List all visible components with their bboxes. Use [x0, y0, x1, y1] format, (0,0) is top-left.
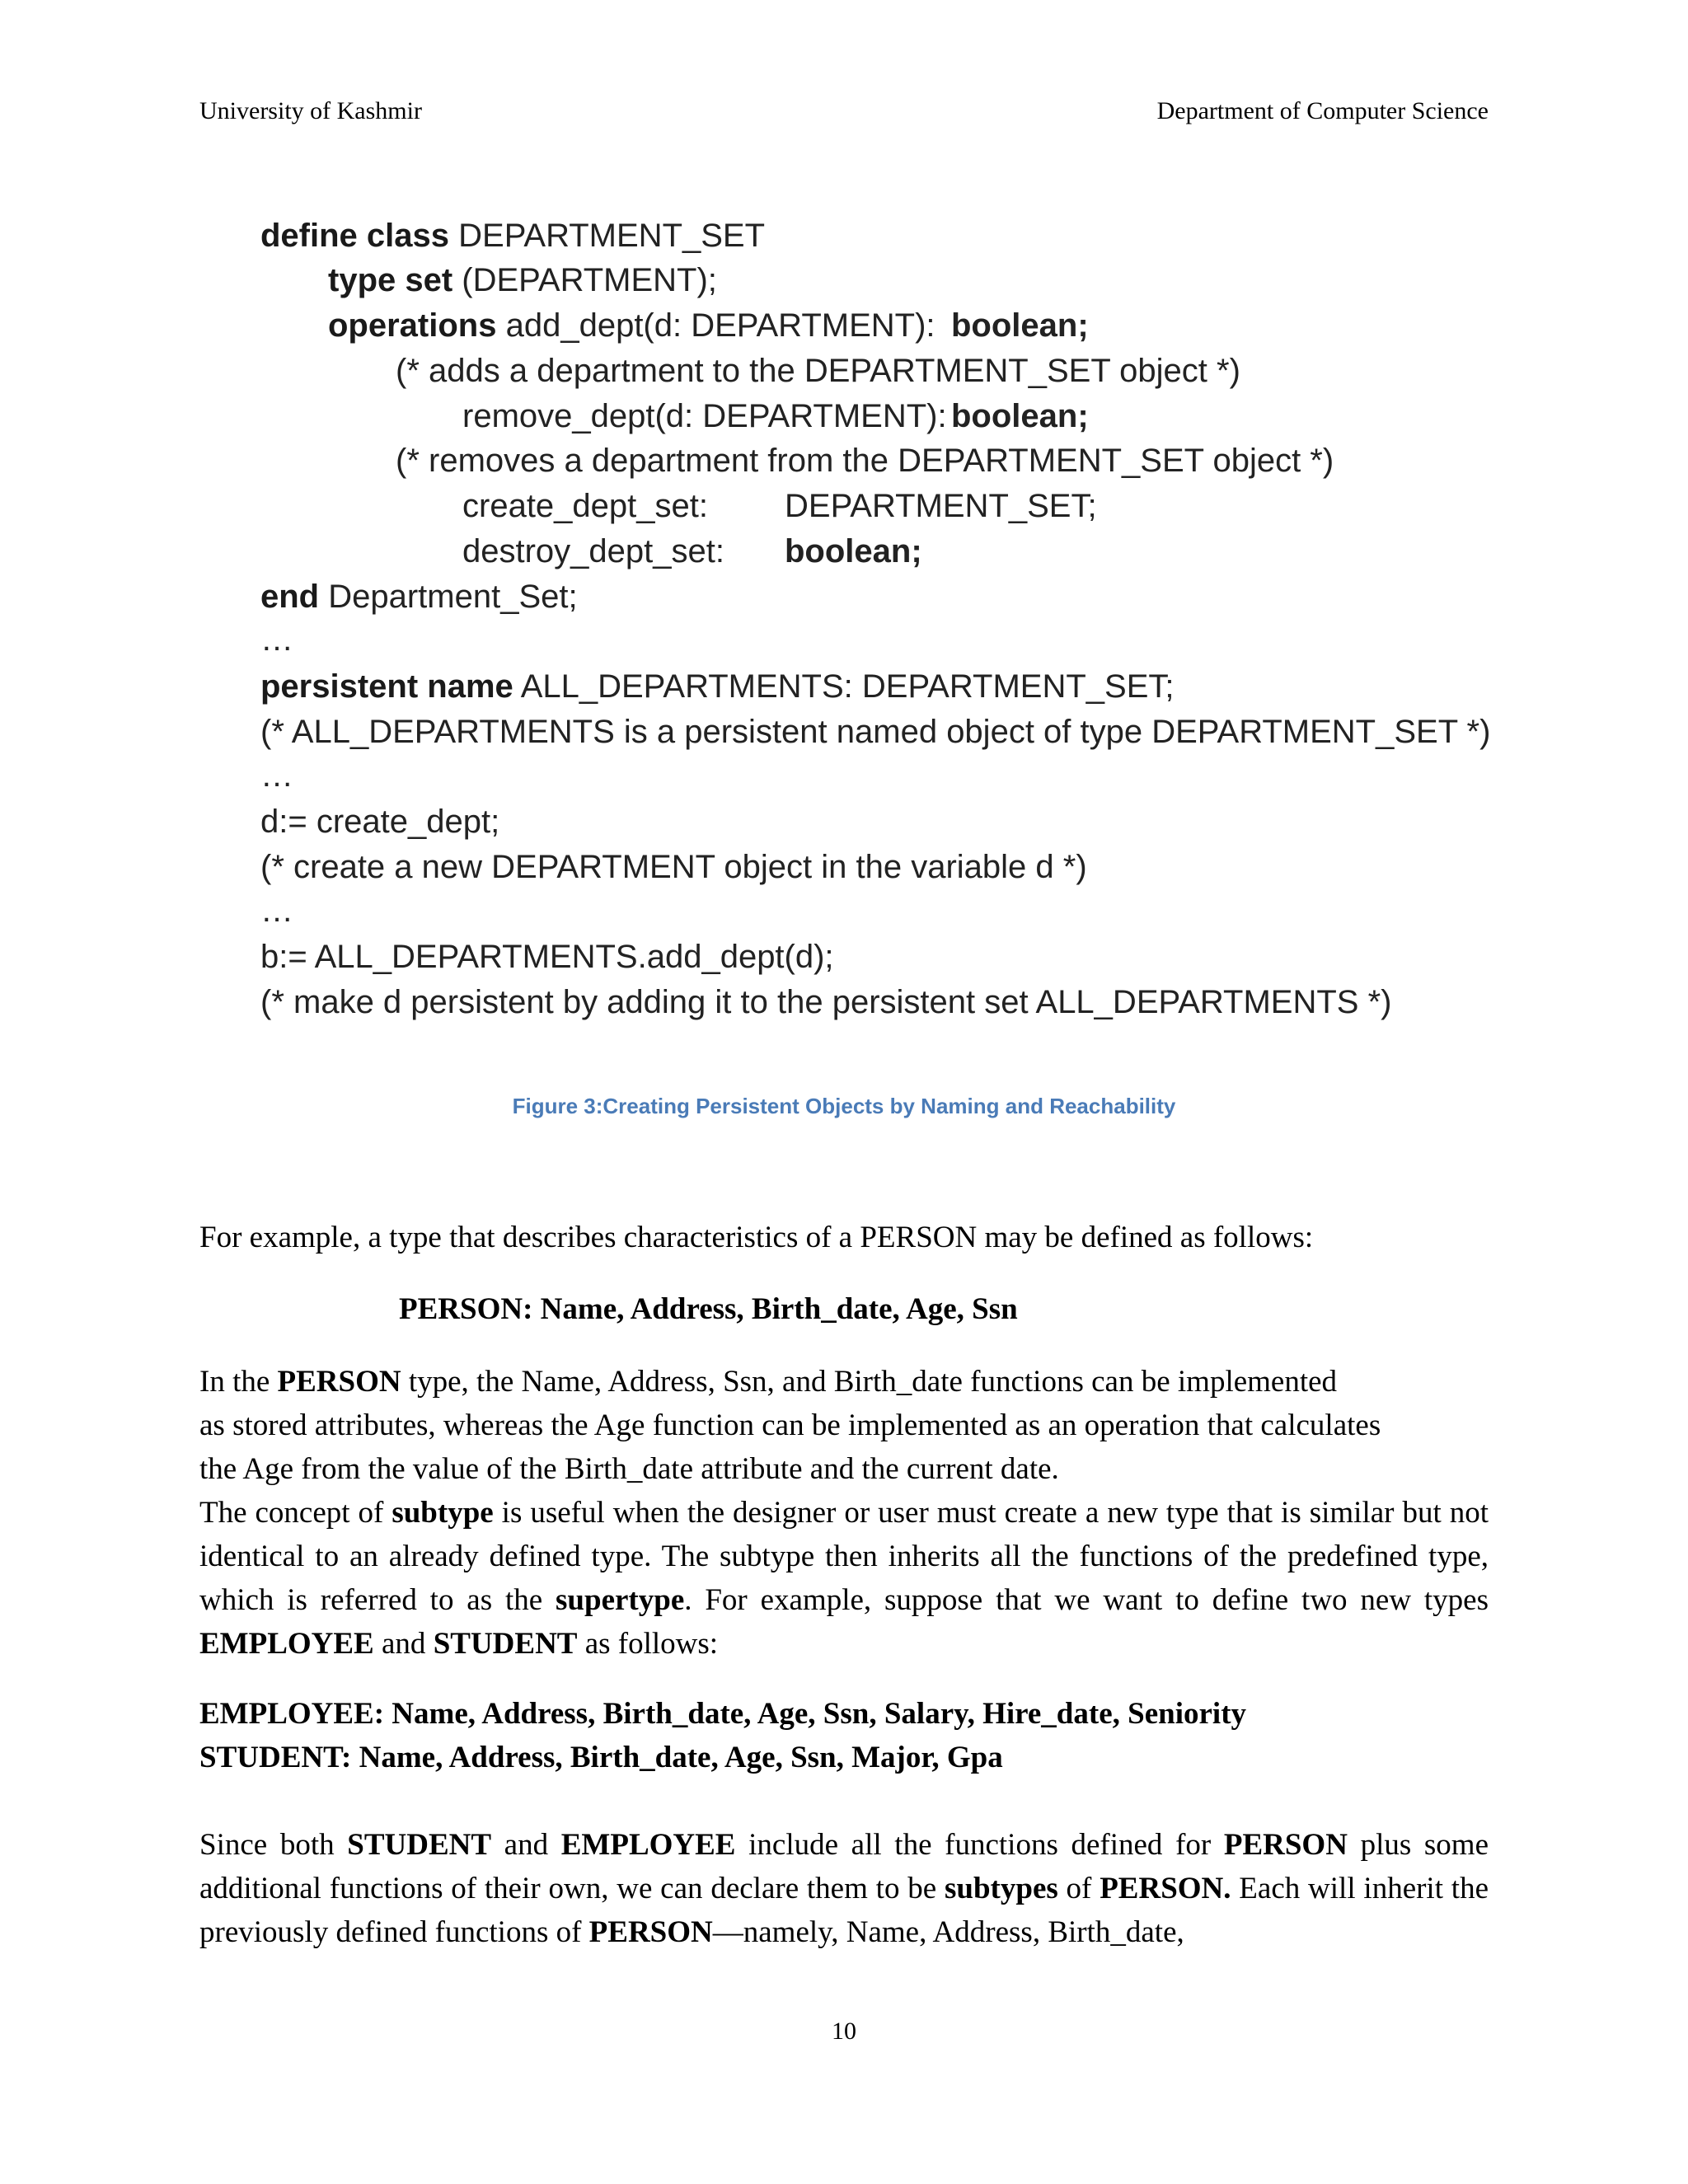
code-ellipsis: … [260, 757, 293, 794]
code-comment: (* make d persistent by adding it to the persistent set ALL_DEPARTMENTS *) [260, 984, 1392, 1020]
code-comment: (* ALL_DEPARTMENTS is a persistent named object of type DEPARTMENT_SET *) [260, 714, 1491, 750]
student-definition: STUDENT: Name, Address, Birth_date, Age, Ssn, Major, Gpa [199, 1741, 1003, 1774]
header-department: Department of Computer Science [1156, 97, 1489, 124]
intro-paragraph: For example, a type that describes characteristics of a PERSON may be defined as follows: [199, 1221, 1314, 1254]
person-definition: PERSON: Name, Address, Birth_date, Age, Ssn [399, 1292, 1018, 1326]
code-line: create_dept_set: [462, 488, 708, 524]
paragraph-inheritance: Since both STUDENT and EMPLOYEE include all the functions defined for PERSON plus some additional functions of their own, we can declare them to be subtypes of PERSON. Each will inherit the previously defined functions of PERSON—namely, Name, Address, Birth_date, [199, 1828, 1489, 1949]
code-line: define class DEPARTMENT_SET [260, 218, 766, 254]
code-line: remove_dept(d: DEPARTMENT): [462, 398, 947, 434]
subtype-definitions [199, 1692, 1489, 1779]
code-comment: (* create a new DEPARTMENT object in the variable d *) [260, 849, 1087, 885]
code-ellipsis: … [260, 621, 293, 658]
employee-definition: EMPLOYEE: Name, Address, Birth_date, Age, Ssn, Salary, Hire_date, Seniority [199, 1697, 1247, 1731]
code-keyword: boolean; [785, 533, 922, 569]
code-line: persistent name ALL_DEPARTMENTS: DEPARTMENT_SET; [260, 668, 1175, 705]
code-line: type set (DEPARTMENT); [328, 262, 717, 298]
code-line: b:= ALL_DEPARTMENTS.add_dept(d); [260, 939, 834, 975]
code-comment: (* adds a department to the DEPARTMENT_SET object *) [396, 353, 1240, 389]
code-line: destroy_dept_set: [462, 533, 724, 569]
figure-caption: Figure 3:Creating Persistent Objects by Naming and Reachability [512, 1094, 1176, 1118]
code-comment: (* removes a department from the DEPARTMENT_SET object *) [396, 443, 1334, 479]
page-number: 10 [832, 2018, 856, 2045]
code-ellipsis: … [260, 893, 293, 929]
paragraph-subtype: The concept of subtype is useful when the designer or user must create a new type that is similar but not identical to an already defined type. The subtype then inherits all the functions of the predefined type, which is referred to as the supertype. For example, suppose that we want to define two new types EMPLOYEE and STUDENT as follows: [199, 1496, 1489, 1661]
code-type: DEPARTMENT_SET; [785, 488, 1097, 524]
code-line: operations add_dept(d: DEPARTMENT): [328, 307, 935, 344]
code-keyword: boolean; [951, 307, 1089, 344]
header-university: University of Kashmir [199, 97, 422, 124]
paragraph-person: In the PERSON type, the Name, Address, Ssn, and Birth_date functions can be implemented as stored attributes, whereas the Age function can be implemented as an operation that calculates the Age from the value of the Birth_date attribute and the current date. [199, 1365, 1381, 1486]
code-line: end Department_Set; [260, 579, 578, 615]
code-keyword: boolean; [951, 398, 1089, 434]
code-line: d:= create_dept; [260, 804, 500, 840]
